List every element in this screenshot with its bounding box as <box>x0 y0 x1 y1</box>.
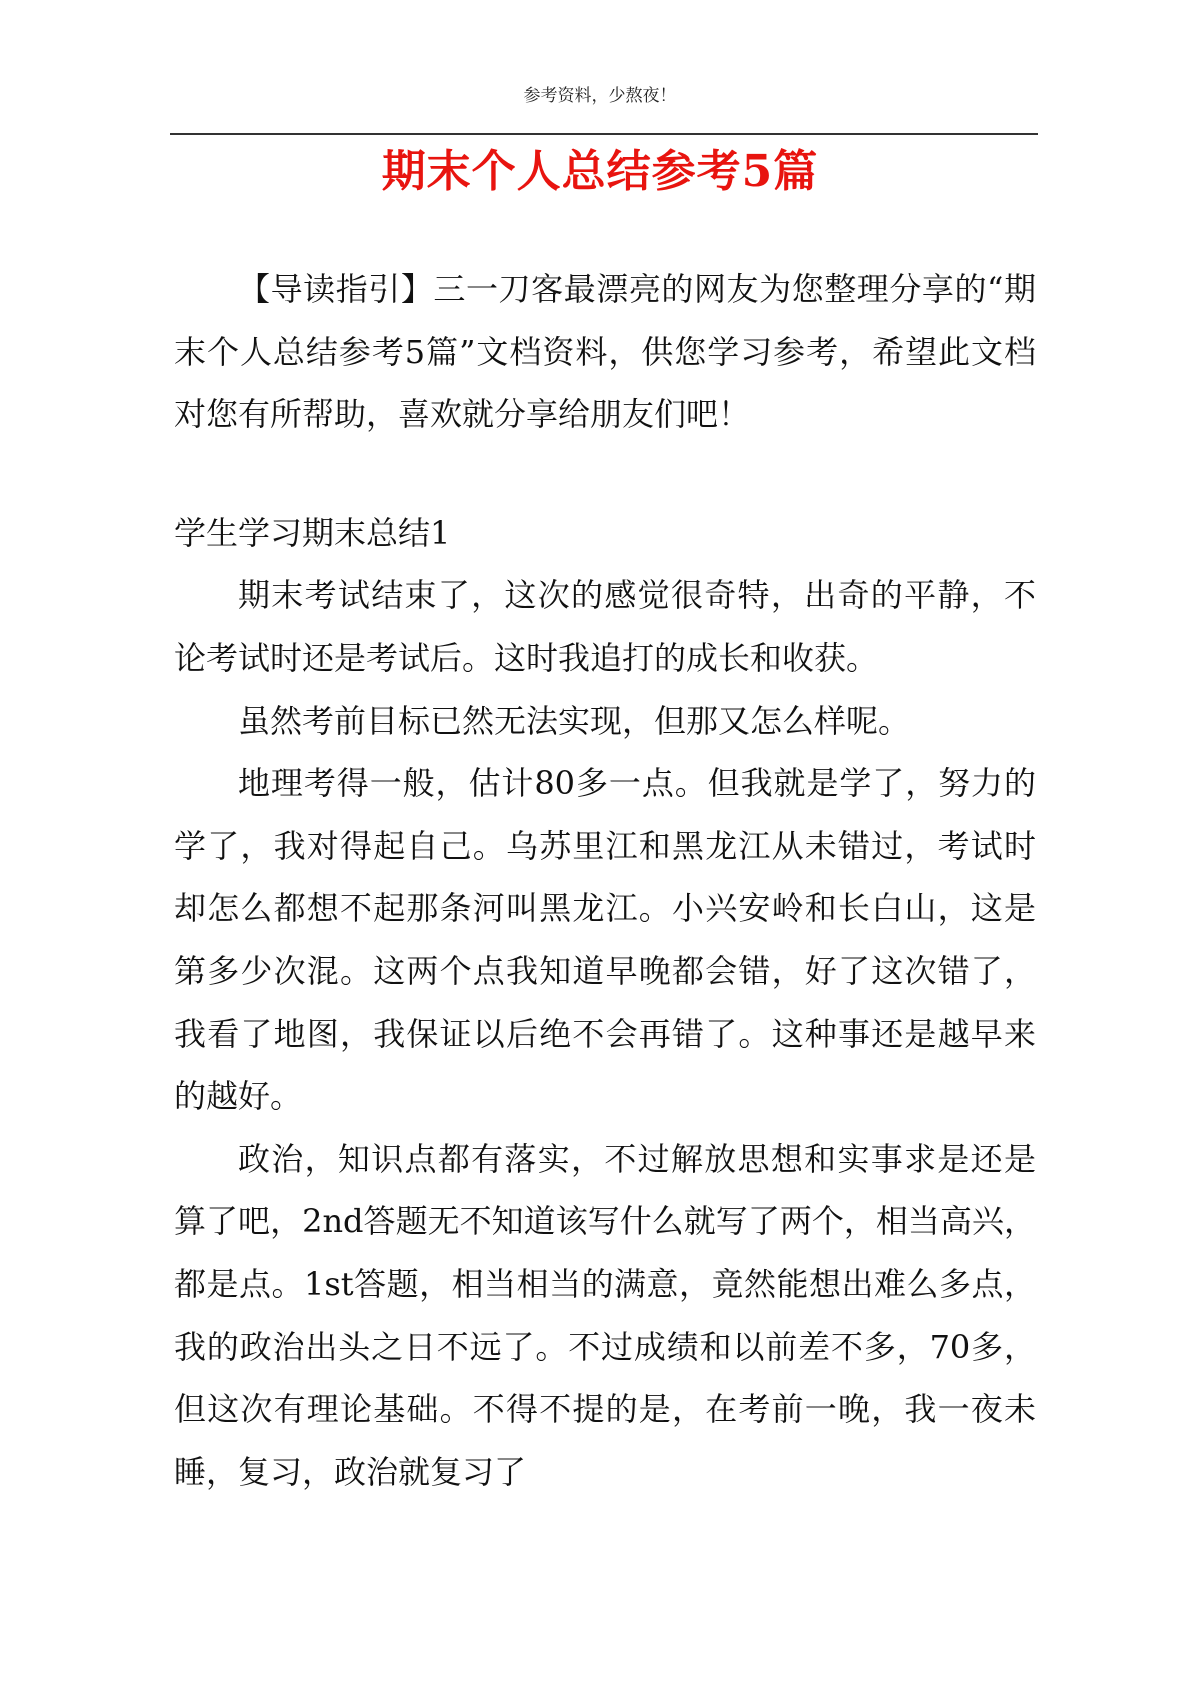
body-paragraph-2: 虽然考前目标已然无法实现，但那又怎么样呢。 <box>238 701 911 740</box>
body-paragraph-3: 地理考得一般，估计80多一点。但我就是学了，努力的学了，我对得起自己。乌苏里江和黑龙江从未错过，考试时却怎么都想不起那条河叫黑龙江。小兴安岭和长白山，这是第多少次混。这两个点我知道早晚都会错，好了这次错了，我看了地图，我保证以后绝不会再错了。这种事还是越早来的越好。 <box>174 764 1036 1116</box>
intro-paragraph: 【导读指引】三一刀客最漂亮的网友为您整理分享的“期末个人总结参考5篇”文档资料，供您学习参考，希望此文档对您有所帮助，喜欢就分享给朋友们吧！ <box>174 270 1036 434</box>
header-divider <box>170 133 1038 135</box>
page-header-note: 参考资料，少熬夜！ <box>523 86 677 106</box>
body-paragraph-4: 政治，知识点都有落实，不过解放思想和实事求是还是算了吧，2nd答题无不知道该写什么就写了两个，相当高兴，都是点。1st答题，相当相当的满意，竟然能想出难么多点，我的政治出头之日不远了。不过成绩和以前差不多，70多，但这次有理论基础。不得不提的是，在考前一晚，我一夜未睡，复习，政治就复习了 <box>174 1139 1036 1491</box>
document-body <box>174 258 1036 1503</box>
section-heading: 学生学习期末总结1 <box>174 513 451 552</box>
document-title: 期末个人总结参考5篇 <box>381 146 819 197</box>
body-paragraph-1: 期末考试结束了，这次的感觉很奇特，出奇的平静，不论考试时还是考试后。这时我追打的成长和收获。 <box>174 576 1036 677</box>
